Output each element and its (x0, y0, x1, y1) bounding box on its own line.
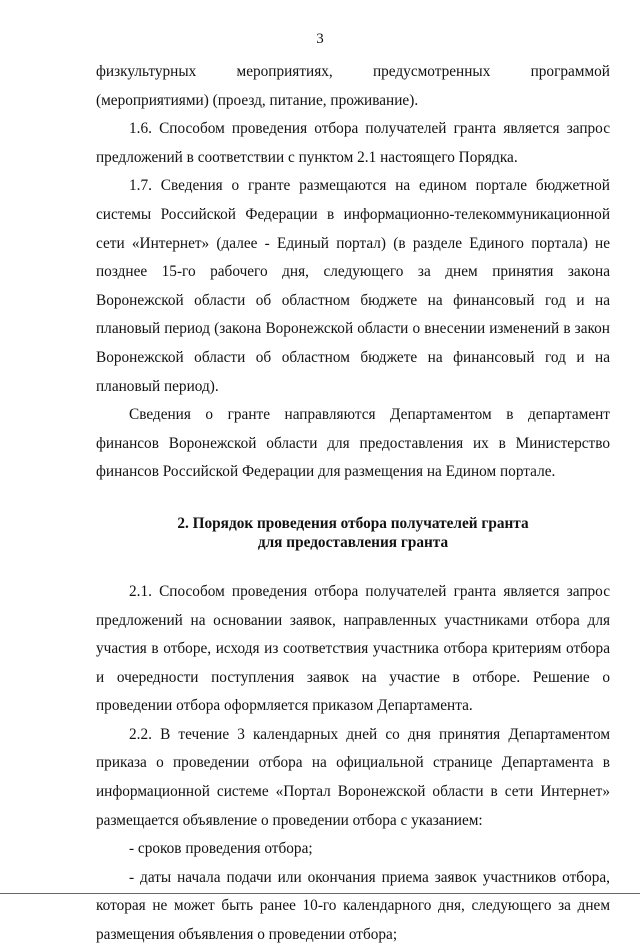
footer-rule (0, 893, 640, 894)
paragraph-2-1: 2.1. Способом проведения отбора получателей гранта является запрос предложений на основании заявок, направленных участниками отбора для участия в отборе, исходя из соответствия участника отбора критериям отбора и очередности поступления заявок на участие в отборе. Решение о проведении отбора оформляется приказом Департамента. (96, 582, 610, 715)
section-heading (96, 514, 610, 552)
page-number: 3 (316, 31, 324, 47)
paragraph-grant-info: Сведения о гранте направляются Департаментом в департамент финансов Воронежской области для предоставления их в Министерство финансов Российской Федерации для размещения на Едином портале. (96, 406, 610, 481)
paragraph-continuation: физкультурных мероприятиях, предусмотренных программой (мероприятиями) (проезд, питание, проживание). (96, 63, 610, 109)
section-heading-line-2: для предоставления гранта (257, 533, 449, 551)
paragraph-1-6: 1.6. Способом проведения отбора получателей гранта является запрос предложений в соответствии с пунктом 2.1 настоящего Порядка. (96, 120, 610, 166)
document-body (96, 58, 610, 950)
paragraph-2-2: 2.2. В течение 3 календарных дней со дня принятия Департаментом приказа о проведении отбора на официальной странице Департамента в информационной системе «Портал Воронежской области в сети Интернет» размещается объявление о проведении отбора с указанием: (96, 725, 610, 829)
paragraph-1-7: 1.7. Сведения о гранте размещаются на едином портале бюджетной системы Российской Федерации в информационно-телекоммуникационной сети «Интернет» (далее - Единый портал) (в разделе Единого портала) не позднее 15-го рабочего дня, следующего за днем принятия закона Воронежской области об областном бюджете на финансовый год и на плановый период (закона Воронежской области о внесении изменений в закон Воронежской области об областном бюджете на финансовый год и на плановый период). (96, 177, 610, 395)
list-item-selection-deadlines: - сроков проведения отбора; (129, 840, 313, 858)
list-item-application-dates: - даты начала подачи или окончания приема заявок участников отбора, которая не может быть ранее 10-го календарного дня, следующего за днем размещения объявления о проведении отбора; (96, 868, 610, 944)
section-heading-line-1: 2. Порядок проведения отбора получателей гранта (177, 514, 529, 532)
